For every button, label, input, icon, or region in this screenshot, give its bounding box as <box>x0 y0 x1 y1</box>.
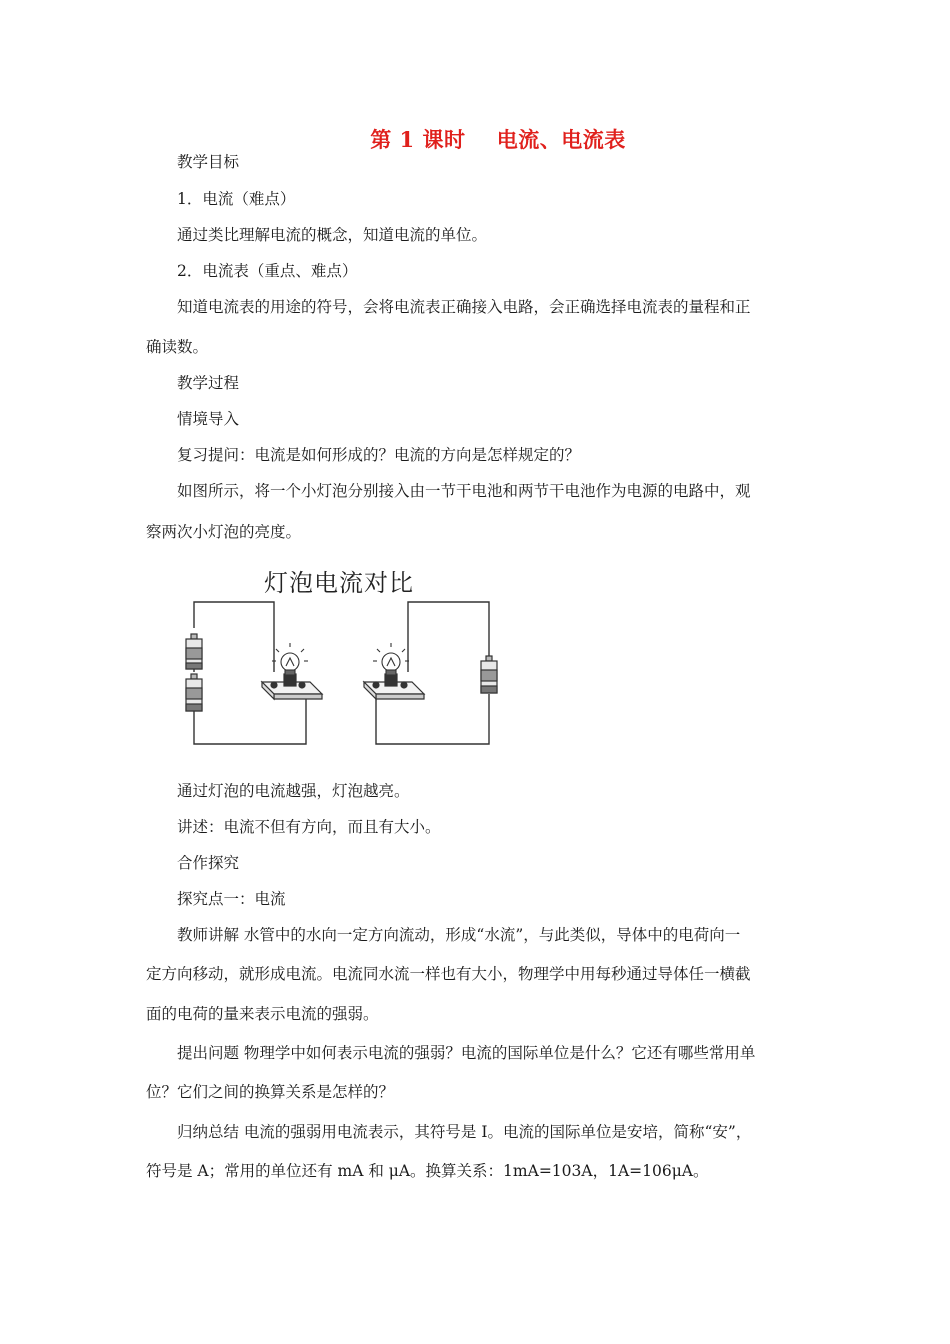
battery-icon <box>481 656 497 693</box>
figure-title: 灯泡电流对比 <box>264 569 414 597</box>
review-question: 复习提问：电流是如何形成的？电流的方向是怎样规定的？ <box>177 446 581 464</box>
lecture-text: 讲述：电流不但有方向，而且有大小。 <box>177 818 441 836</box>
experiment-text: 如图所示，将一个小灯泡分别接入由一节干电池和两节干电池作为电源的电路中，观 <box>177 482 751 500</box>
question-text-cont: 位？它们之间的换算关系是怎样的？ <box>146 1083 395 1101</box>
summary-text: 归纳总结 电流的强弱用电流表示，其符号是 I。电流的国际单位是安培，简称“安”， <box>177 1123 752 1141</box>
battery-icon <box>186 674 202 711</box>
goal-1-text: 通过类比理解电流的概念，知道电流的单位。 <box>177 226 488 244</box>
heading-inquiry-point-1: 探究点一：电流 <box>177 890 286 908</box>
experiment-text-cont: 察两次小灯泡的亮度。 <box>146 523 302 541</box>
teacher-explanation-cont-2: 面的电荷的量来表示电流的强弱。 <box>146 1005 379 1023</box>
lamp-base-icon <box>262 674 322 699</box>
lesson-title: 第 1 课时 电流、电流表 <box>370 127 626 152</box>
bulb-brightness-text: 通过灯泡的电流越强，灯泡越亮。 <box>177 782 410 800</box>
heading-cooperative-inquiry: 合作探究 <box>177 854 240 872</box>
circuit-comparison-figure <box>180 560 510 760</box>
teacher-explanation-cont-1: 定方向移动，就形成电流。电流同水流一样也有大小，物理学中用每秒通过导体任一横截 <box>146 965 751 983</box>
light-bulb-icon <box>373 643 409 675</box>
goal-2-text-cont: 确读数。 <box>146 338 209 356</box>
goal-1-heading: 1．电流（难点） <box>177 190 296 208</box>
question-text: 提出问题 物理学中如何表示电流的强弱？电流的国际单位是什么？它还有哪些常用单 <box>177 1044 756 1062</box>
teacher-explanation: 教师讲解 水管中的水向一定方向流动，形成“水流”，与此类似，导体中的电荷向一 <box>177 926 741 944</box>
heading-teaching-goals: 教学目标 <box>177 153 240 171</box>
heading-teaching-process: 教学过程 <box>177 374 240 392</box>
heading-situation-intro: 情境导入 <box>177 410 240 428</box>
summary-text-cont: 符号是 A；常用的单位还有 mA 和 μA。换算关系：1mA=103A，1A=106μA。 <box>146 1162 709 1180</box>
goal-2-text: 知道电流表的用途的符号，会将电流表正确接入电路，会正确选择电流表的量程和正 <box>177 298 751 316</box>
lamp-base-icon <box>364 674 424 699</box>
battery-icon <box>186 634 202 669</box>
goal-2-heading: 2．电流表（重点、难点） <box>177 262 358 280</box>
light-bulb-icon <box>272 643 308 675</box>
